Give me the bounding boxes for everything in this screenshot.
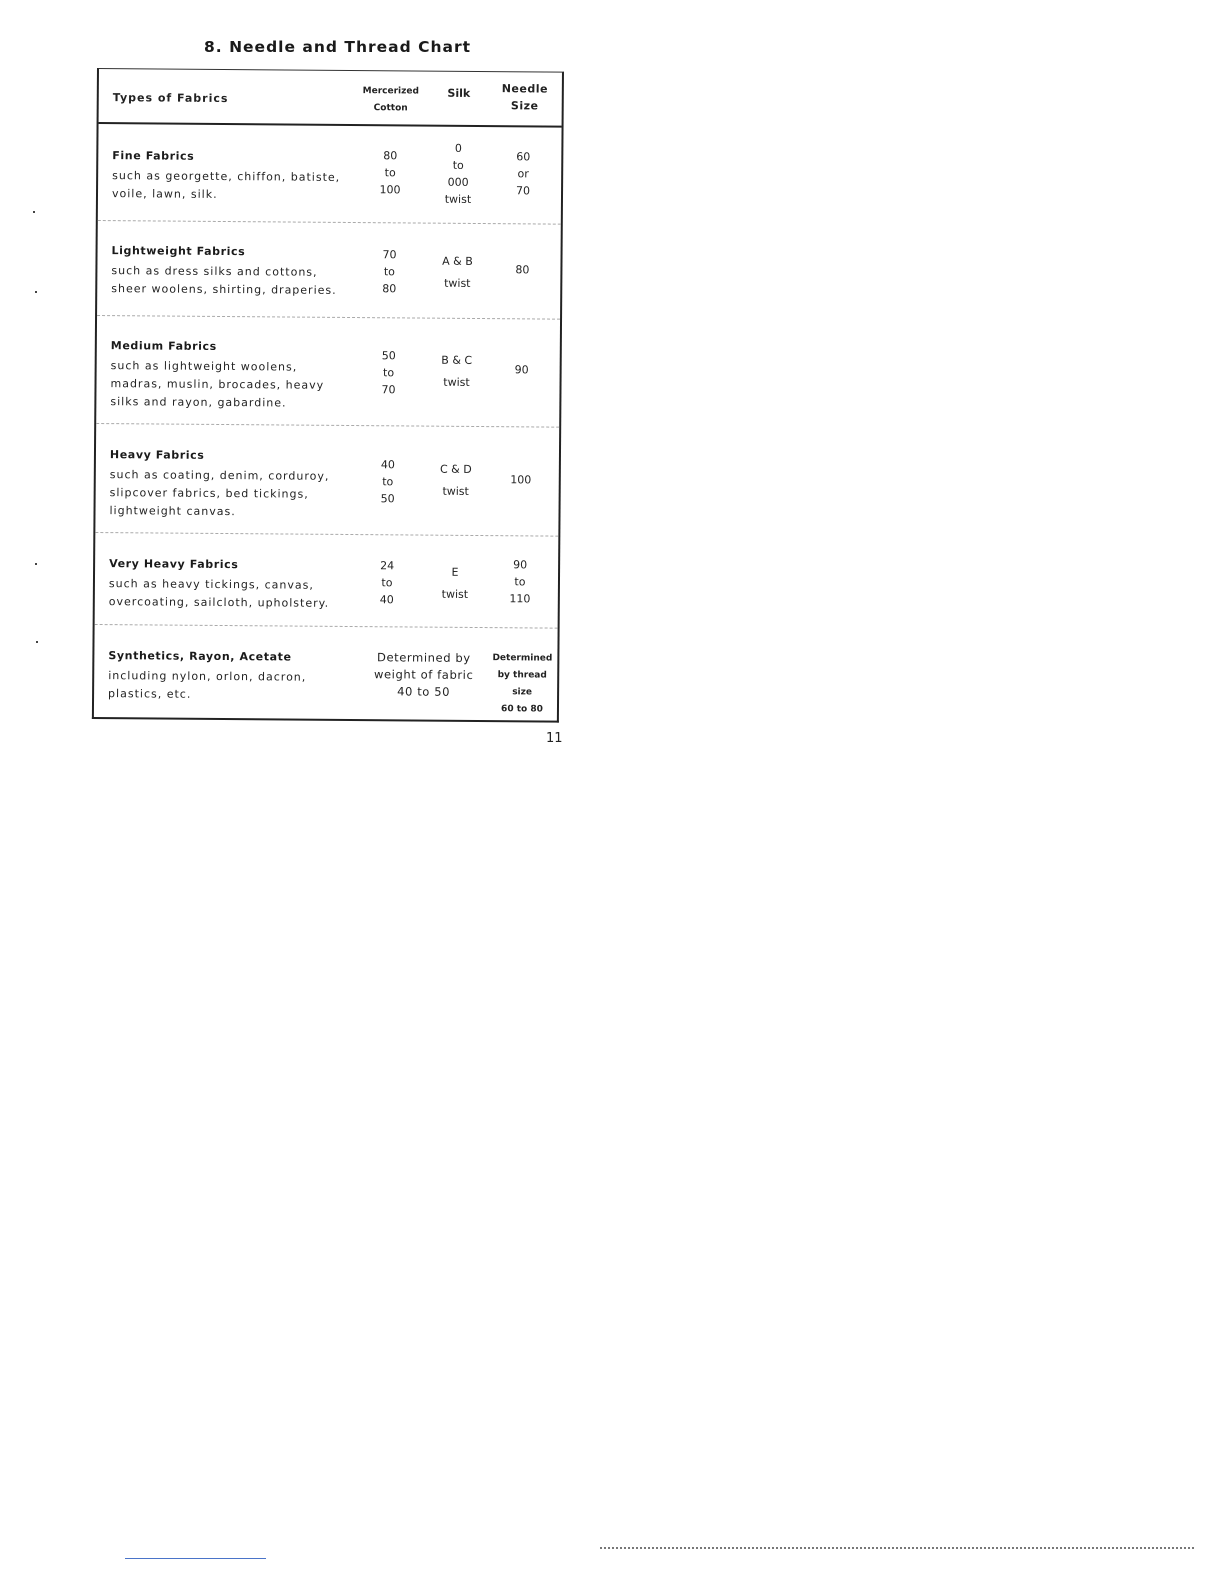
cotton-value: 40 <box>380 458 395 472</box>
cotton-value: 50 <box>380 492 395 506</box>
fabric-type-name: Fine Fabrics <box>112 149 195 163</box>
needle-size <box>492 361 552 378</box>
row-divider <box>98 220 561 225</box>
silk-value: twist <box>443 375 470 389</box>
silk-size <box>423 140 494 209</box>
table-row <box>96 436 559 519</box>
header-mercerized-cotton <box>351 83 431 118</box>
fabric-type-name: Very Heavy Fabrics <box>109 557 239 572</box>
table-row <box>98 232 561 297</box>
cotton-value: 80 <box>382 282 397 296</box>
silk-size <box>421 350 491 395</box>
silk-value: C & D <box>439 462 472 476</box>
silk-value: twist <box>444 276 471 290</box>
needle-note-line: Determined <box>492 653 553 664</box>
needle-size <box>492 261 552 278</box>
row-divider <box>97 315 560 320</box>
fabric-type-name: Medium Fabrics <box>110 339 217 353</box>
needle-value: 100 <box>510 473 532 487</box>
needle-value: 60 <box>516 150 531 164</box>
cotton-value: to <box>384 166 396 180</box>
row-divider <box>95 624 558 629</box>
fabric-description: such as coating, denim, corduroy, slipcover fabrics, bed tickings, lightweight canvas. <box>109 468 330 519</box>
fabric-type-name: Lightweight Fabrics <box>111 244 246 259</box>
header-silk: Silk <box>447 86 471 100</box>
cotton-size <box>360 147 420 198</box>
header-cotton-line2: Cotton <box>373 103 408 114</box>
header-needle-size <box>491 80 559 115</box>
cotton-size <box>358 347 418 398</box>
fabric-description: including nylon, orlon, dacron, plastics, etc. <box>108 669 307 701</box>
bottom-right-rule <box>600 1547 1194 1549</box>
header-needle-line1: Needle <box>501 82 549 96</box>
page-number: 11 <box>546 731 563 746</box>
silk-size <box>421 459 491 504</box>
thread-note-line: Determined by <box>376 650 471 665</box>
needle-size <box>491 471 551 488</box>
needle-size-note <box>486 650 559 719</box>
silk-value: to <box>452 158 464 172</box>
silk-value: 0 <box>454 141 462 155</box>
thread-size-note <box>356 649 491 701</box>
cotton-value: 50 <box>381 349 396 363</box>
cotton-value: 80 <box>383 149 398 163</box>
silk-value: twist <box>444 192 472 206</box>
silk-value: A & B <box>442 254 473 268</box>
needle-value: 70 <box>515 184 531 198</box>
needle-note-line: by thread size <box>497 670 547 698</box>
needle-note-line: 60 to 80 <box>501 704 543 715</box>
needle-value: 110 <box>509 592 531 606</box>
needle-thread-chart <box>92 68 564 723</box>
page-title: 8. Needle and Thread Chart <box>204 38 472 56</box>
scan-speck <box>35 291 37 293</box>
cotton-value: to <box>383 366 395 380</box>
bottom-left-rule <box>125 1558 266 1559</box>
cotton-size <box>359 246 419 297</box>
cotton-value: to <box>381 576 393 590</box>
header-needle-line2: Size <box>510 99 539 113</box>
needle-size <box>493 148 553 199</box>
cotton-value: to <box>383 265 395 279</box>
header-types-of-fabrics: Types of Fabrics <box>112 91 229 106</box>
fabric-description: such as dress silks and cottons, sheer woolens, shirting, draperies. <box>111 264 337 297</box>
scan-speck <box>36 641 38 643</box>
cotton-value: to <box>382 475 394 489</box>
needle-value: to <box>514 575 526 589</box>
scan-speck <box>35 563 37 565</box>
silk-size <box>422 251 492 296</box>
silk-size <box>420 562 490 607</box>
needle-value: or <box>517 167 529 181</box>
silk-value: twist <box>441 587 469 601</box>
cotton-size <box>358 456 418 507</box>
fabric-description: such as lightweight woolens, madras, muslin, brocades, heavy silks and rayon, gabardine. <box>110 359 325 410</box>
cotton-value: 70 <box>381 383 396 397</box>
silk-value: 000 <box>447 175 469 189</box>
needle-size <box>490 556 550 607</box>
silk-value: B & C <box>441 353 473 367</box>
cotton-value: 24 <box>380 559 395 573</box>
cotton-value: 100 <box>379 183 401 197</box>
needle-value: 80 <box>515 263 530 277</box>
fabric-type-name: Heavy Fabrics <box>109 448 205 462</box>
cotton-size <box>357 557 417 608</box>
header-cotton-line1: Mercerized <box>362 86 419 97</box>
thread-note-line: 40 to 50 <box>397 684 451 699</box>
table-row <box>98 137 561 206</box>
table-row <box>97 327 560 410</box>
silk-value: twist <box>442 484 469 498</box>
scan-speck <box>33 211 35 213</box>
header-divider <box>99 122 562 128</box>
cotton-value: 70 <box>382 248 397 262</box>
thread-note-line: weight of fabric <box>373 667 474 682</box>
needle-value: 90 <box>513 558 528 572</box>
fabric-description: such as heavy tickings, canvas, overcoating, sailcloth, upholstery. <box>108 577 330 610</box>
silk-value: E <box>451 565 459 579</box>
cotton-value: 40 <box>379 593 394 607</box>
fabric-type-name: Synthetics, Rayon, Acetate <box>108 649 292 664</box>
fabric-description: such as georgette, chiffon, batiste, voile, lawn, silk. <box>111 169 341 201</box>
table-row <box>95 545 558 610</box>
needle-value: 90 <box>514 363 529 377</box>
row-divider <box>95 532 558 537</box>
table-row <box>95 637 558 715</box>
row-divider <box>96 423 559 428</box>
